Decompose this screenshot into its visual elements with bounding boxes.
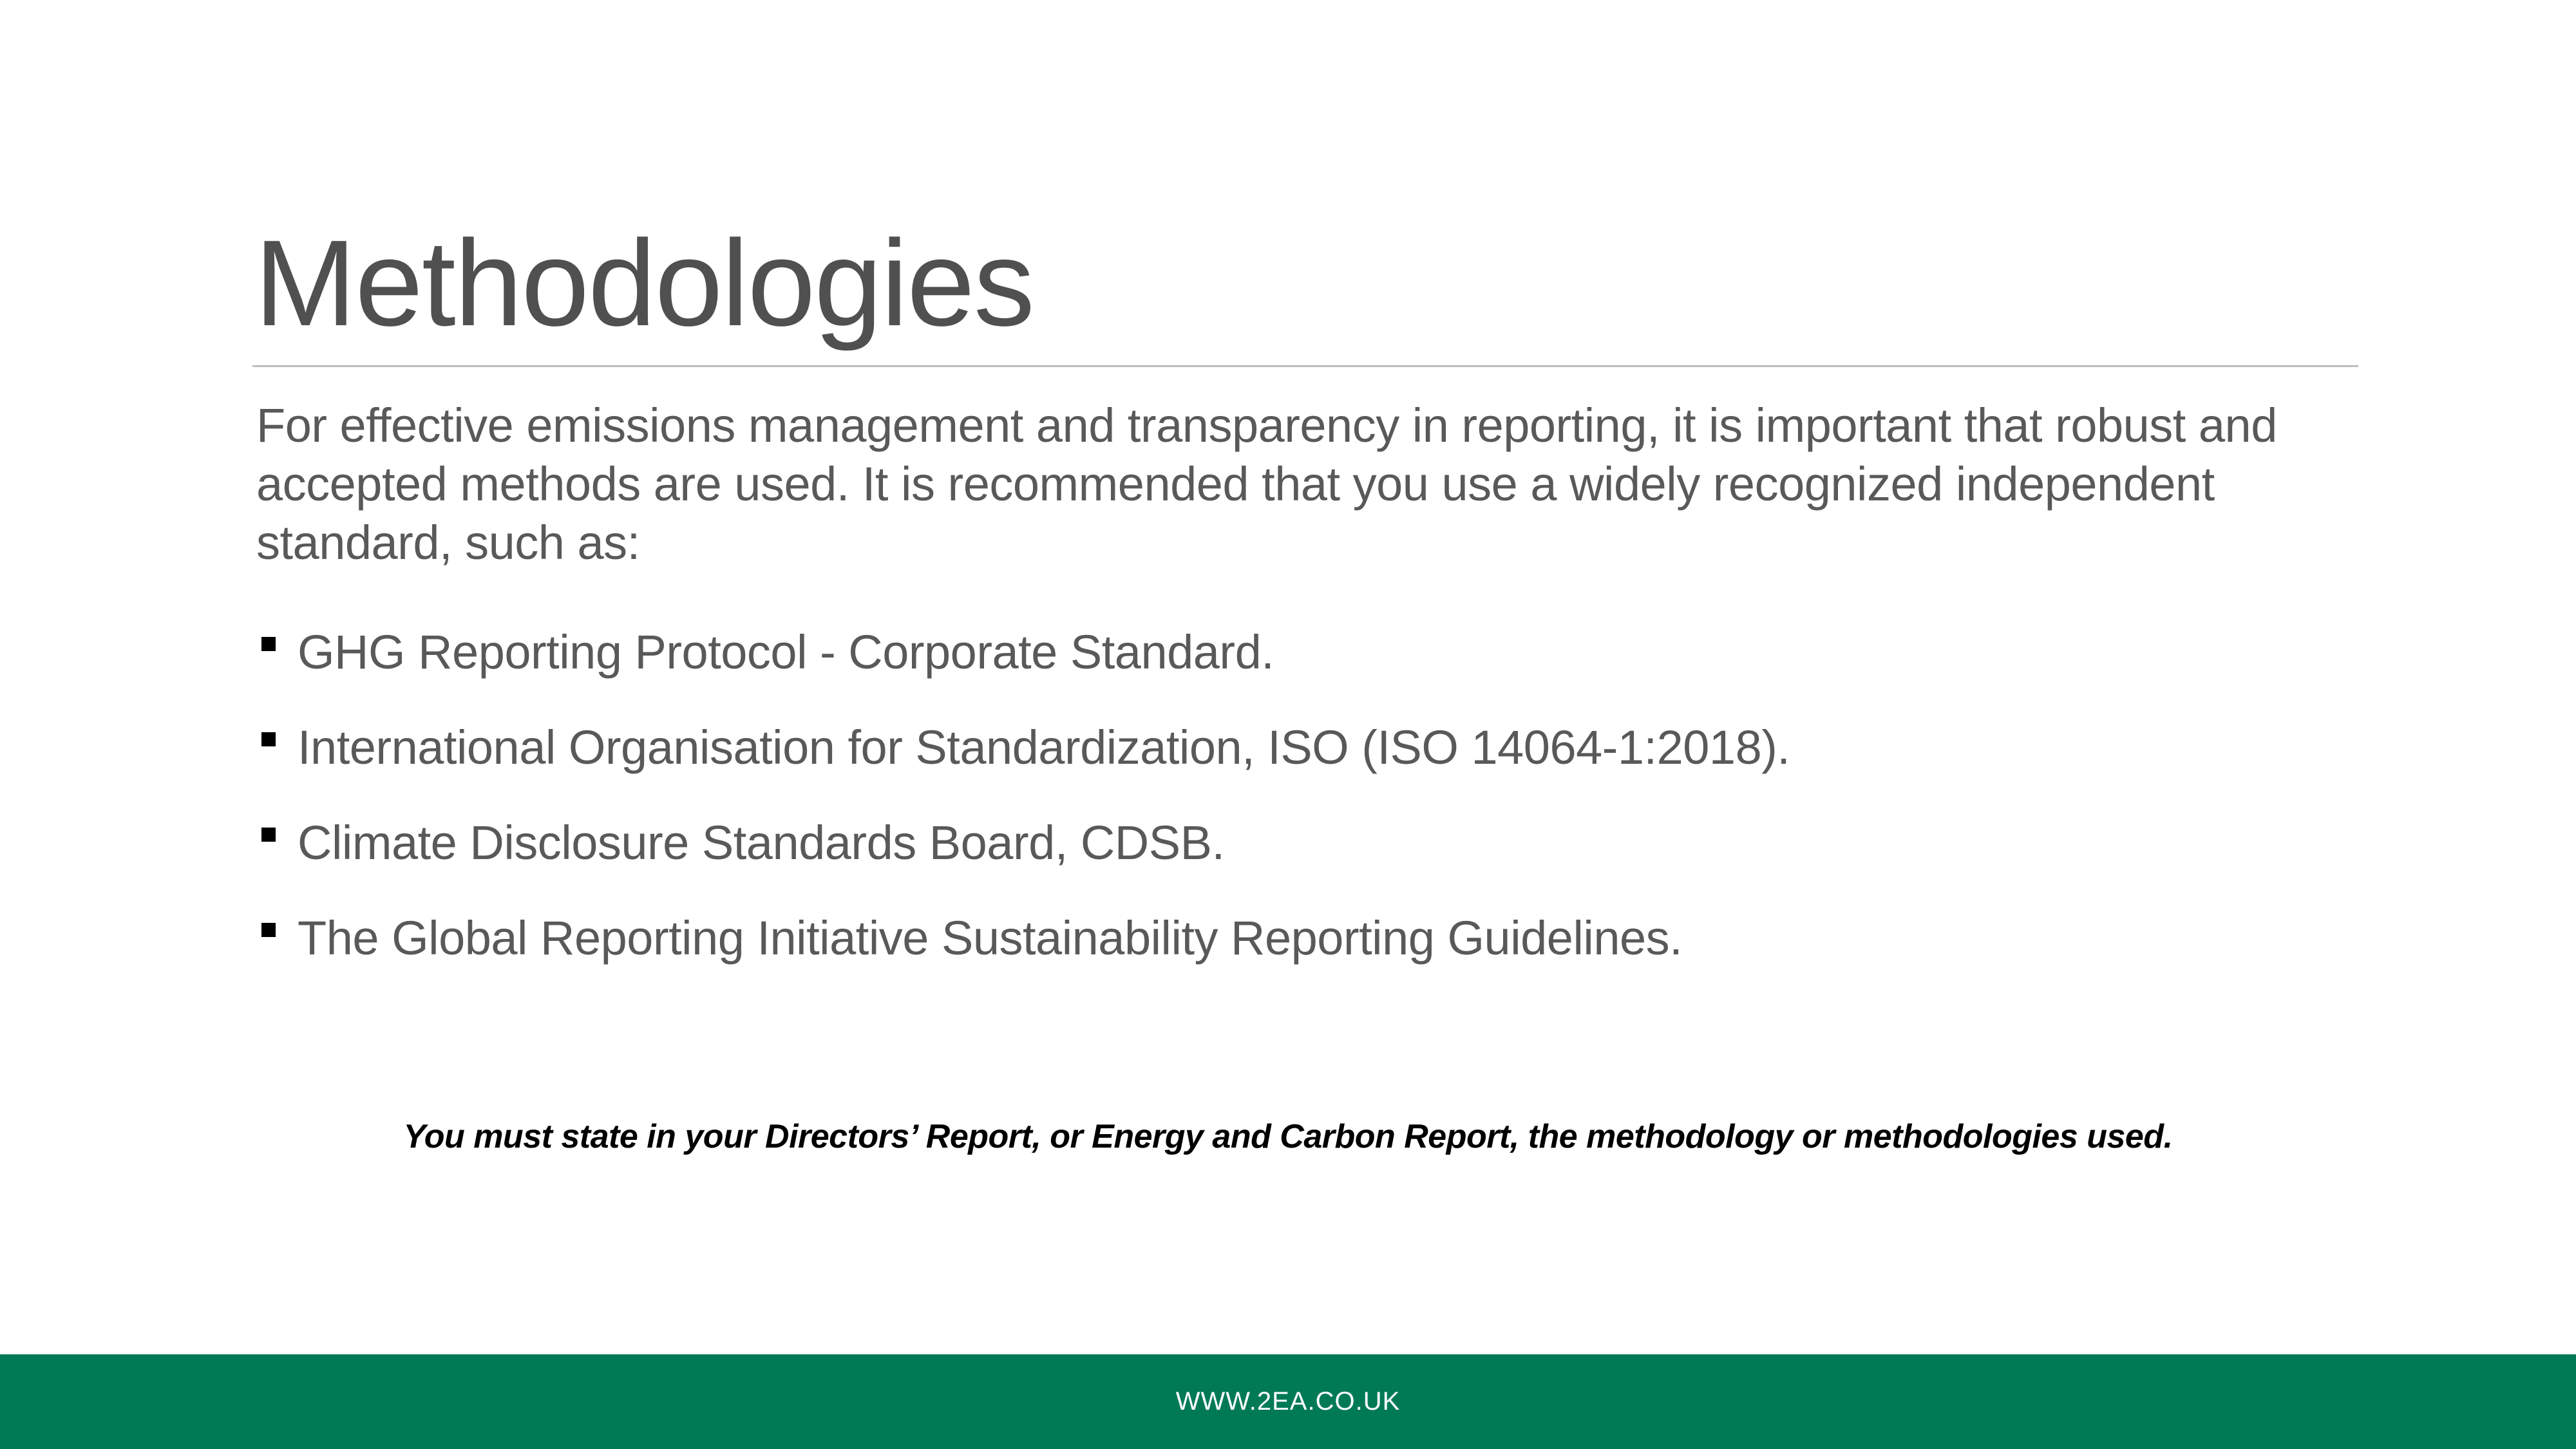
list-item-text: Climate Disclosure Standards Board, CDSB. [298, 815, 1225, 869]
footer-url: WWW.2EA.CO.UK [1175, 1387, 1401, 1416]
list-item-text: GHG Reporting Protocol - Corporate Standard. [298, 625, 1274, 679]
square-bullet-icon [261, 923, 276, 937]
square-bullet-icon [261, 828, 276, 842]
slide-title: Methodologies [254, 215, 1034, 352]
square-bullet-icon [261, 732, 276, 746]
list-item-text: The Global Reporting Initiative Sustainability Reporting Guidelines. [298, 911, 1683, 965]
standards-list [256, 604, 2420, 985]
title-divider [252, 365, 2358, 367]
list-item-text: International Organisation for Standardization, ISO (ISO 14064-1:2018). [298, 720, 1790, 774]
methodology-note: You must state in your Directors’ Report, or Energy and Carbon Report, the methodology or methodologies used. [403, 1118, 2173, 1155]
slide-body [256, 396, 2420, 985]
footer-bar [0, 1354, 2576, 1449]
list-item [256, 795, 2420, 890]
intro-paragraph: For effective emissions management and transparency in reporting, it is important that robust and accepted methods are used. It is recommended that you use a widely recognized independent standard, such as: [256, 399, 2277, 569]
list-item [256, 890, 2420, 985]
square-bullet-icon [261, 637, 276, 651]
list-item [256, 699, 2420, 795]
list-item [256, 604, 2420, 699]
